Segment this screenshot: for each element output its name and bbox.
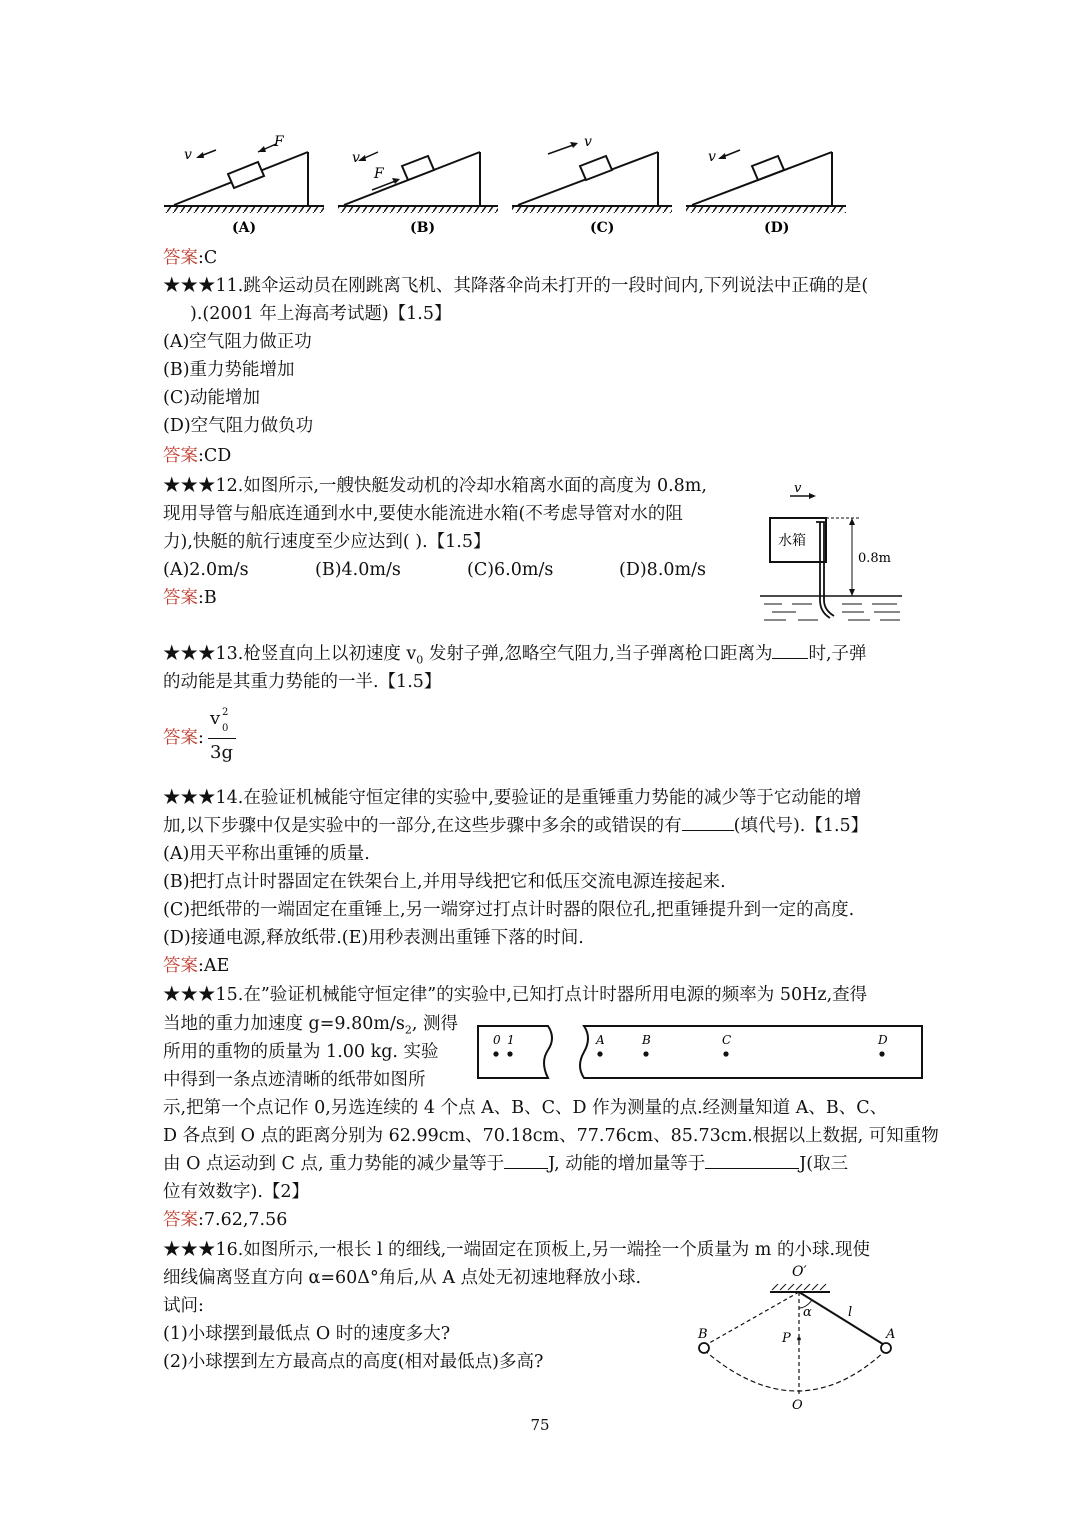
point-p-dot [797,1337,801,1341]
answer-label: 答案 [163,1210,198,1230]
ball-b [699,1343,709,1353]
q12-option-b: (B)4.0m/s [315,560,401,580]
answer-value: :B [198,588,217,608]
velocity-label-b: v [352,150,360,166]
q16-line5: (2)小球摆到左方最高点的高度(相对最低点)多高? [163,1352,544,1372]
incline-b [338,150,498,236]
tape-dot-d [879,1051,884,1056]
q15-text-b: , 测得 [411,1014,459,1034]
q15-line5: 示,把第一个点记作 0,另选连续的 4 个点 A、B、C、D 作为测量的点.经测量知道 A、B、C、 [163,1098,888,1118]
answer-label: 答案 [163,248,198,268]
q15-blank-1[interactable] [504,1150,548,1169]
answer-value: :C [198,248,218,268]
q13-fraction-denominator: 3g [210,742,233,763]
q13-fraction-sup: 2 [222,707,229,718]
q14-blank[interactable] [682,812,734,831]
q16-line1: ★★★16.如图所示,一根长 l 的细线,一端固定在顶板上,另一端拴一个质量为 m 的小球.现使 [163,1240,871,1260]
q11-option-b: (B)重力势能增加 [163,360,295,380]
q15-line7 [163,1150,848,1178]
answer-label: 答案 [163,588,198,608]
tape-label-d: D [878,1033,888,1047]
tank-velocity-label: v [794,482,802,496]
force-label-b: F [374,166,384,182]
q15-line3: 所用的重物的质量为 1.00 kg. 实验 [163,1042,439,1062]
incline-a [164,134,324,236]
q12-line1: ★★★12.如图所示,一艘快艇发动机的冷却水箱离水面的高度为 0.8m, [163,476,707,496]
velocity-label-c: v [584,134,592,150]
tape-label-1: 1 [507,1033,515,1047]
incline-figures [160,132,860,240]
q13-fraction-sub: 0 [222,723,229,734]
tape-label-0: 0 [493,1033,501,1047]
q11-option-c: (C)动能增加 [163,388,261,408]
q14-step-c: (C)把纸带的一端固定在重锤上,另一端穿过打点计时器的限位孔,把重锤提升到一定的高度. [163,900,855,920]
q15-line8: 位有效数字).【2】 [163,1182,310,1202]
q12-answer [163,584,217,612]
q14-step-d: (D)接通电源,释放纸带.(E)用秒表测出重锤下落的时间. [163,928,584,948]
tape-dot-1 [507,1051,512,1056]
tape-dot-a [597,1051,602,1056]
pendulum-figure [690,1262,910,1412]
q15-blank-2[interactable] [705,1150,799,1169]
q15-answer [163,1206,287,1234]
q14-text-b: (填代号).【1.5】 [733,816,869,836]
pivot-label: O′ [792,1264,807,1280]
q16-line4: (1)小球摆到最低点 O 时的速度多大? [163,1324,451,1344]
length-label: l [848,1305,853,1320]
answer-value: :AE [198,956,230,976]
q14-text-a: 加,以下步骤中仅是实验中的一部分,在这些步骤中多余的或错误的有 [163,816,682,836]
answer-value: :7.62,7.56 [198,1210,288,1230]
q12-option-d: (D)8.0m/s [619,560,706,580]
q13-text-c: 时,子弹 [808,644,867,664]
q13-fraction-bar [208,738,236,739]
q13-sub: 0 [416,653,424,667]
frac-num: v [210,708,221,729]
point-b-label: B [698,1327,708,1342]
q15-text-a: 由 O 点运动到 C 点, 重力势能的减少量等于 [163,1154,505,1174]
q12-line3: 力),快艇的航行速度至少应达到( ).【1.5】 [163,532,491,552]
ball-a [881,1343,891,1353]
q16-line2: 细线偏离竖直方向 α=60Δ°角后,从 A 点处无初速地释放小球. [163,1268,642,1288]
q13-fraction-numerator [210,708,220,729]
q14-step-b: (B)把打点计时器固定在铁架台上,并用导线把它和低压交流电源连接起来. [163,872,726,892]
answer-label: 答案 [163,728,198,748]
q11-line1: ★★★11.跳伞运动员在刚跳离飞机、其降落伞尚未打开的一段时间内,下列说法中正确的是( [163,276,869,296]
q13-blank[interactable] [772,640,808,659]
q11-answer [163,442,231,470]
angle-label: α [803,1305,812,1320]
tape-label-b: B [642,1033,651,1047]
q11-line2: ).(2001 年上海高考试题)【1.5】 [190,304,452,324]
q14-answer [163,952,229,980]
page-number: 75 [530,1416,550,1434]
incline-label-b: (B) [410,220,436,236]
force-label-a: F [274,134,284,150]
point-a-label: A [886,1327,896,1342]
tape-dot-0 [493,1051,498,1056]
tape-label-a: A [596,1033,605,1047]
q13-text-a: ★★★13.枪竖直向上以初速度 v [163,644,417,664]
velocity-label-d: v [708,149,716,165]
q15-text-c: J(取三 [799,1154,849,1174]
q14-step-a: (A)用天平称出重锤的质量. [163,844,370,864]
incline-c [512,134,672,236]
answer-label: 答案 [163,956,198,976]
q13-answer [163,724,204,752]
q16-line3: 试问: [163,1296,204,1316]
q15-text-a: 当地的重力加速度 g=9.80m/s [163,1014,405,1034]
q12-option-c: (C)6.0m/s [467,560,554,580]
answer-colon: : [198,728,204,748]
answer-value: :CD [198,446,232,466]
q12-option-a: (A)2.0m/s [163,560,249,580]
tank-label: 水箱 [778,533,806,549]
point-o-label: O [792,1398,803,1412]
q13-line2: 的动能是其重力势能的一半.【1.5】 [163,672,442,692]
tape-dot-b [643,1051,648,1056]
incline-label-d: (D) [764,220,790,236]
q15-line4: 中得到一条点迹清晰的纸带如图所 [163,1070,426,1090]
q14-line2 [163,812,868,840]
q13-text-b: 发射子弹,忽略空气阻力,当子弹离枪口距离为 [423,644,773,664]
tape-label-c: C [722,1033,732,1047]
q15-line1: ★★★15.在”验证机械能守恒定律”的实验中,已知打点计时器所用电源的频率为 50Hz,查得 [163,985,868,1005]
answer-label: 答案 [163,446,198,466]
water-tank-figure [752,482,912,634]
point-p-label: P [782,1331,791,1346]
q12-line2: 现用导管与船底连通到水中,要使水能流进水箱(不考虑导管对水的阻 [163,504,683,524]
q15-sub: 2 [404,1023,412,1037]
q11-option-d: (D)空气阻力做负功 [163,416,314,436]
incline-label-c: (C) [590,220,615,236]
incline-d [686,149,846,236]
q14-line1: ★★★14.在验证机械能守恒定律的实验中,要验证的是重锤重力势能的减少等于它动能的增 [163,788,862,808]
q11-option-a: (A)空气阻力做正功 [163,332,312,352]
incline-label-a: (A) [232,220,257,236]
q15-line6: D 各点到 O 点的距离分别为 62.99cm、70.18cm、77.76cm、85.73cm.根据以上数据, 可知重物 [163,1126,939,1146]
tank-height-label: 0.8m [858,551,892,566]
q15-text-b: J, 动能的增加量等于 [548,1154,706,1174]
tape-dot-c [723,1051,728,1056]
paper-tape-figure [476,1022,926,1082]
q10-answer [163,244,217,272]
velocity-label-a: v [184,147,192,163]
